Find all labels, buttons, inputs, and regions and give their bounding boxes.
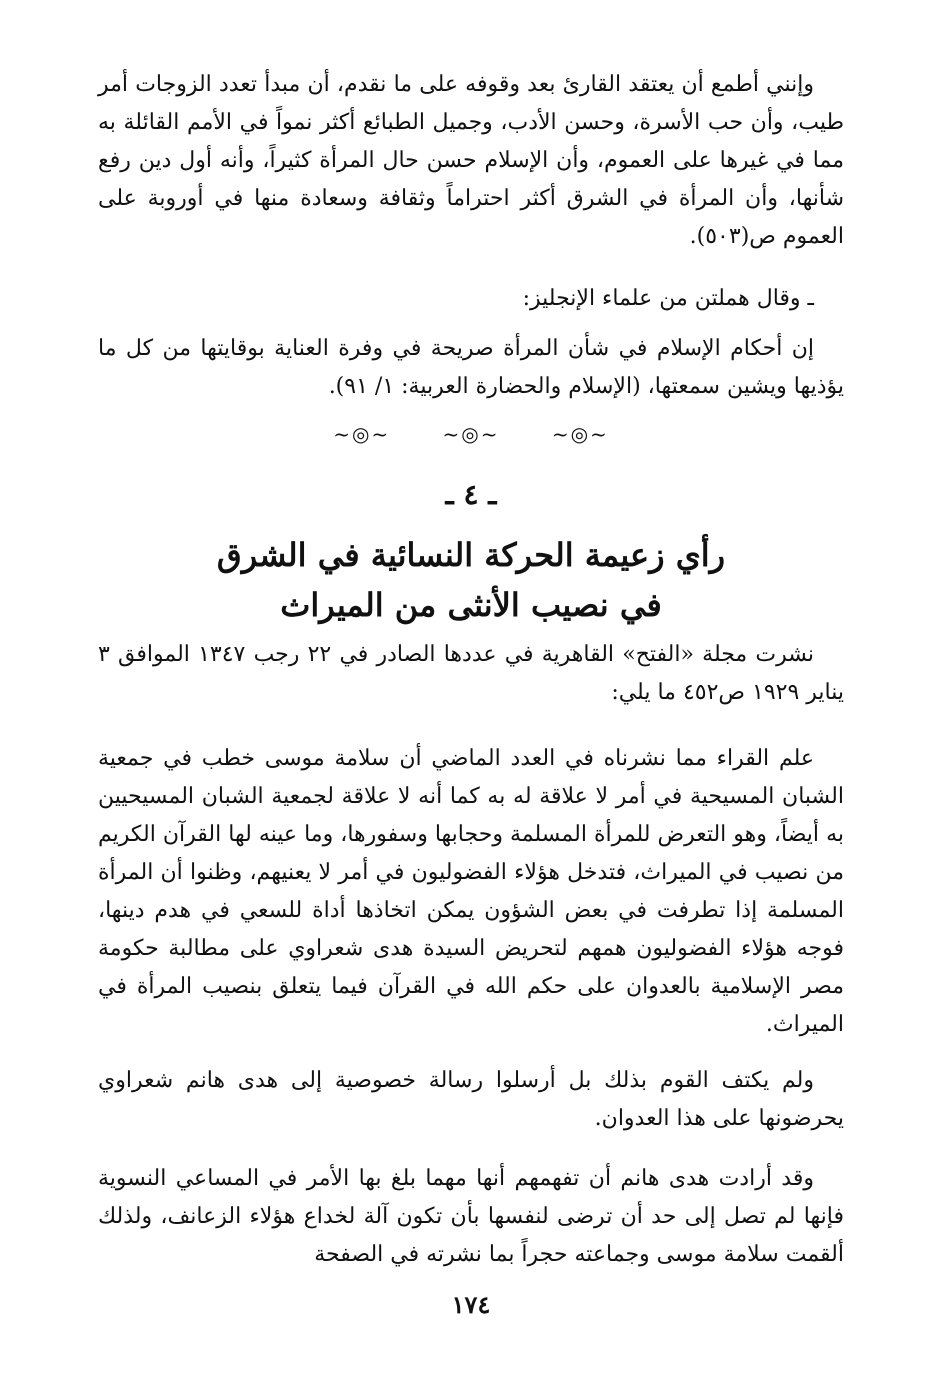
paragraph-alfath-intro: [98, 636, 844, 712]
paragraph-text: وإنني أطمع أن يعتقد القارئ بعد وقوفه على ما نقدم، أن مبدأ تعدد الزوجات أمر طيب، وأن حب الأسرة، وحسن الأدب، وجميل الطبائع أكثر نمواً في الأمم القائلة به مما في غيرها على العموم، وأن الإسلام حسن حال المرأة كثيراً، وأنه أول دين رفع شأنها، وأن المرأة في الشرق أكثر احتراماً وثقافة وسعادة منها في أوروبة على العموم ص(٥٠٣).: [98, 72, 844, 249]
paragraph-polygamy-conclusion: [98, 66, 844, 256]
paragraph-huda-response: [98, 1160, 844, 1274]
section-heading: [0, 530, 942, 630]
paragraph-text: ـ وقال هملتن من علماء الإنجليز:: [522, 286, 814, 311]
paragraph-private-letter: [98, 1062, 844, 1138]
ornament-glyph: ~◎~: [442, 422, 500, 446]
ornament-glyph: ~◎~: [551, 422, 609, 446]
paragraph-text: ولم يكتف القوم بذلك بل أرسلوا رسالة خصوصية إلى هدى هانم شعراوي يحرضونها على هذا العدوان.: [98, 1068, 844, 1131]
paragraph-text: نشرت مجلة «الفتح» القاهرية في عددها الصادر في ٢٢ رجب ١٣٤٧ الموافق ٣ يناير ١٩٢٩ ص٤٥٢ ما يلي:: [98, 642, 844, 705]
section-title-line-1: رأي زعيمة الحركة النسائية في الشرق: [216, 536, 726, 574]
paragraph-hamilton-intro: [98, 280, 844, 318]
section-divider-ornament: [0, 422, 942, 446]
section-title-line-2: في نصيب الأنثى من الميراث: [280, 586, 662, 624]
section-number: ـ ٤ ـ: [445, 478, 497, 511]
paragraph-text: وقد أرادت هدى هانم أن تفهمهم أنها مهما بلغ بها الأمر في المساعي النسوية فإنها لم تصل إلى حد أن ترضى لنفسها بأن تكون آلة لخداع هؤلاء الزعانف، ولذلك ألقمت سلامة موسى وجماعته حجراً بما نشرته في الصفحة: [98, 1166, 844, 1267]
paragraph-text: علم القراء مما نشرناه في العدد الماضي أن سلامة موسى خطب في جمعية الشبان المسيحية في أمر لا علاقة له به كما أنه لا علاقة لجمعية الشبان المسيحيين به أيضاً، وهو التعرض للمرأة المسلمة وحجابها وسفورها، وما عينه لها القرآن الكريم من نصيب في الميراث، فتدخل هؤلاء الفضوليون في أمر لا يعنيهم، وظنوا أن المرأة المسلمة إذا تطرفت في بعض الشؤون يمكن اتخاذها أداة للسعي في هدم دينها، فوجه هؤلاء الفضوليون همهم لتحريض السيدة هدى شعراوي على مطالبة حكومة مصر الإسلامية بالعدوان على حكم الله في القرآن فيما يتعلق بنصيب المرأة في الميراث.: [98, 746, 844, 1037]
paragraph-hamilton-quote: [98, 330, 844, 406]
paragraph-salama-musa: [98, 740, 844, 1044]
ornament-glyph: ~◎~: [333, 422, 391, 446]
paragraph-text: إن أحكام الإسلام في شأن المرأة صريحة في وفرة العناية بوقايتها من كل ما يؤذيها ويشين سمعتها، (الإسلام والحضارة العربية: ١/ ٩١).: [98, 336, 844, 399]
page-number: ١٧٤: [451, 1290, 491, 1319]
